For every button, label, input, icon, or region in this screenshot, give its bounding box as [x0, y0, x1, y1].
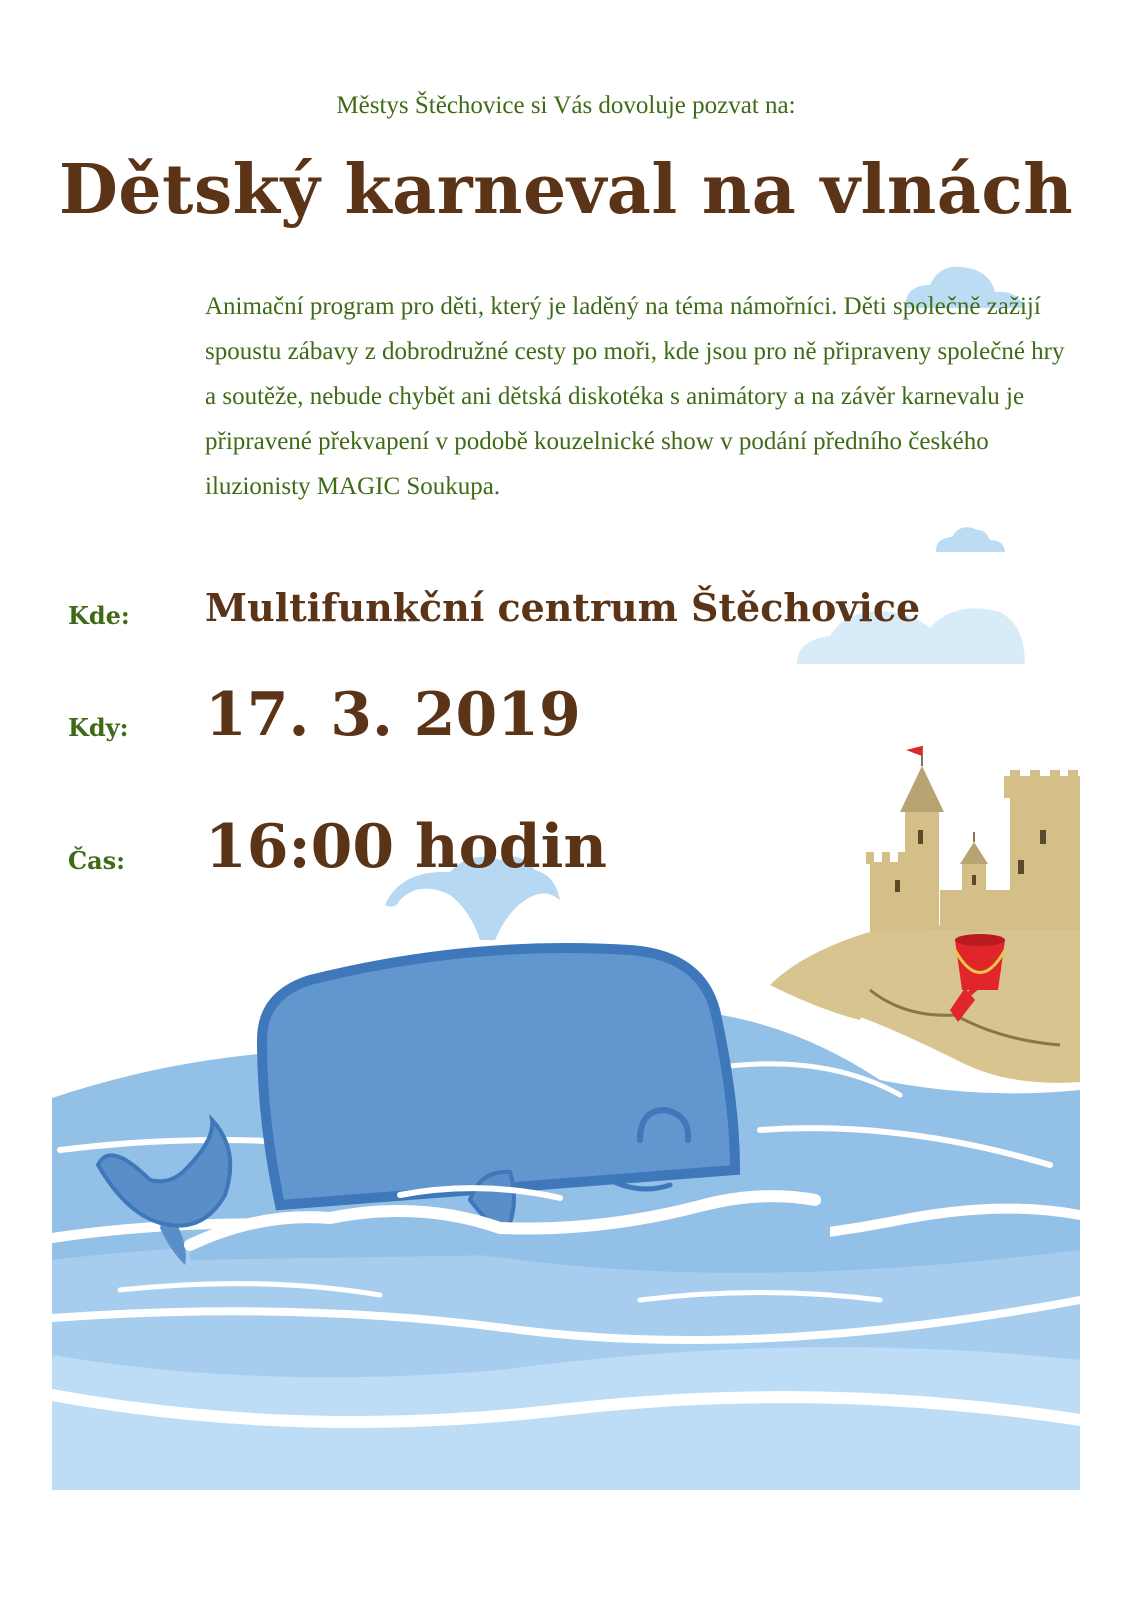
time-value: 16:00 hodin: [205, 812, 608, 882]
time-label: Čas:: [68, 846, 126, 875]
event-title: Dětský karneval na vlnách: [58, 150, 1074, 230]
cloud-icon: [936, 527, 1005, 552]
when-label: Kdy:: [68, 713, 129, 742]
event-description: Animační program pro děti, který je laděný na téma námořníci. Děti společně zažijí spoustu zábavy z dobrodružné cesty po moři, kde jsou pro ně připraveny společné hry a soutěže, nebude chybět ani dětská diskotéka s animátory a na závěr karnevalu je připravené překvapení v podobě kouzelnické show v podání předního českého iluzionisty MAGIC Soukupa.: [205, 293, 1065, 500]
flag-icon: [906, 746, 922, 756]
invitation-line: Městys Štěchovice si Vás dovoluje pozvat na:: [336, 92, 796, 119]
when-value: 17. 3. 2019: [205, 680, 581, 750]
where-value: Multifunkční centrum Štěchovice: [205, 585, 921, 630]
sandcastle-icon: [770, 746, 1080, 1086]
where-label: Kde:: [68, 601, 130, 630]
